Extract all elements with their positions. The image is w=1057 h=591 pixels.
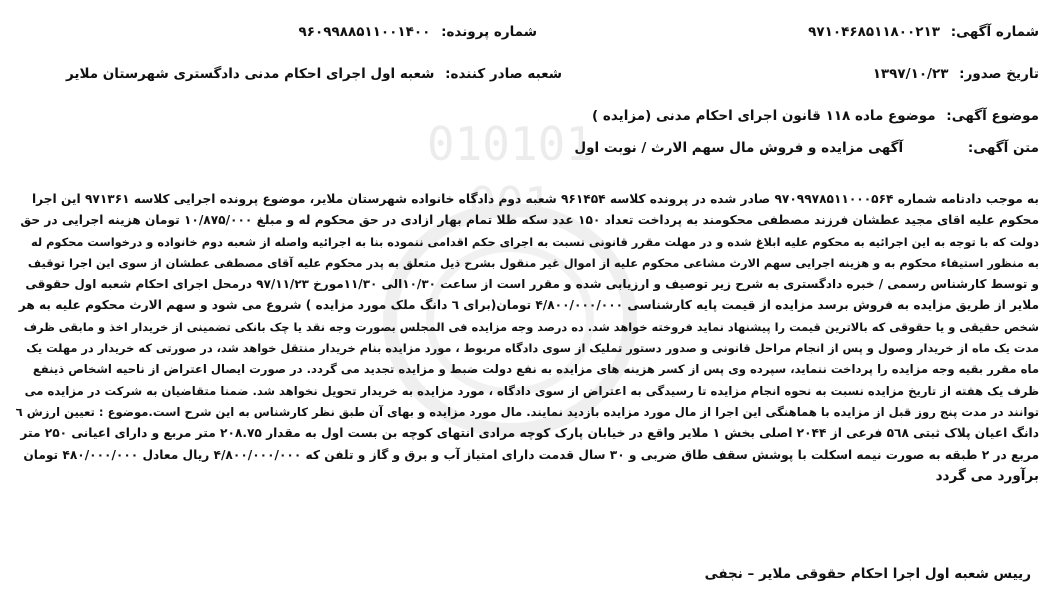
issuer-row	[18, 64, 562, 84]
subject-label: موضوع آگهی:	[946, 108, 1039, 124]
svg-text:010101: 010101	[426, 117, 594, 171]
issuer-label: شعبه صادر کننده:	[445, 66, 562, 82]
notice-number: ۹۷۱۰۴۶۸۵۱۱۸۰۰۲۱۳	[808, 24, 940, 40]
body-line: مربع در ۲ طبقه به صورت نیمه اسکلت با پوشش سقف طاق ضربی و ۳۰ سال قدمت دارای امتیاز آب و برق و گاز و تلفن که ۴/۸۰۰/۰۰۰/۰۰۰ ریال معادل ۴۸۰/۰۰۰/۰۰۰ تومان	[23, 447, 1039, 462]
body-line: به منظور استیفاء محکوم به و هزینه اجرایی سهم الارث مشاعی محکوم علیه از اموال غیر منقول بشرح ذیل متعلق به پدر محکوم علیه آقای مصطفی عطشان از سوی این اجرا توقیف	[27, 255, 1039, 270]
text-header-label: متن آگهی:	[967, 140, 1039, 156]
body-line: توانند در مدت پنج روز قبل از مزایده با هماهنگی این اجرا از مال مورد مزایده بازدید نمایند. مال مورد مزایده و بهای آن طبق نظر کارشناس به این شرح است.موضوع : تعیین ارزش ٦	[16, 404, 1039, 419]
text-header-row	[18, 138, 1039, 158]
case-number-label: شماره پرونده:	[441, 24, 537, 40]
issue-date: ۱۳۹۷/۱۰/۲۳	[872, 66, 949, 82]
body-line: محکوم علیه اقای مجید عطشان فرزند مصطفی محکومند به پرداخت تعداد ۱۵۰ عدد سکه طلا تمام بهار ازادی در حق محکوم له و مبلغ ۱۰/۸۷۵/۰۰۰ تومان هزینه اجرایی در حق	[20, 213, 1039, 228]
body-line: و توسط کارشناس رسمی / خبره دادگستری به شرح زیر توصیف و ارزیابی شده و مقرر است از ساعت ۱۰/۳۰الی ۱۱/۳۰مورخ ۹۷/۱۱/۲۳ درمحل اجرای احکام شعبه اول حقوقی	[25, 277, 1039, 292]
body-line: ملایر از طریق مزایده به فروش برسد مزایده از قیمت پایه کارشناسی ۴/۸۰۰/۰۰۰/۰۰۰ تومان(برای ٦ دانگ ملک مورد مزایده ) شروع می شود و سهم الارث محکوم علیه به هر	[18, 298, 1039, 313]
text-header-value: آگهی مزایده و فروش مال سهم الارث / نوبت اول	[574, 140, 904, 156]
signature: رییس شعبه اول اجرا احکام حقوقی ملایر – نجفی	[704, 566, 1031, 582]
subject-value: موضوع ماده ۱۱۸ قانون اجرای احکام مدنی (مزایده )	[592, 108, 936, 124]
svg-text:001: 001	[468, 177, 552, 231]
body-line: برآورد می گردد	[935, 467, 1039, 484]
body-line: ظرف یک هفته از تاریخ مزایده نسبت به نحوه انجام مزایده تا رسیدگی به اعتراض از سوی دادگاه ، مورد مزایده به خریدار تحویل نخواهد شد. ضمنا متقاضیان به شرکت در مزایده می	[24, 383, 1039, 398]
issue-date-label: تاریخ صدور:	[959, 66, 1039, 82]
notice-number-label: شماره آگهی:	[950, 24, 1039, 40]
case-number: ۹۶۰۹۹۸۸۵۱۱۰۰۱۴۰۰	[298, 24, 431, 40]
body-line: دانگ اعیان پلاک ثبتی ۵٦۸ فرعی از ۲۰۴۴ اصلی بخش ۱ ملایر واقع در خیابان پارک کوچه مرادی انتهای کوچه بن بست اول به مقدار ۲۰۸.۷۵ متر مربع و دارای اعیانی ۲۵۰ متر	[20, 426, 1039, 441]
issuer: شعبه اول اجرای احکام مدنی دادگستری شهرستان ملایر	[66, 66, 435, 82]
body-line: به موجب دادنامه شماره ۹۷۰۹۹۷۸۵۱۱۰۰۰۵۶۴ صادر شده در پرونده کلاسه ۹۶۱۴۵۴ شعبه دوم دادگاه خانواده شهرستان ملایر، موضوع پرونده اجرایی کلاسه ۹۷۱۳۶۱ این اجرا	[32, 192, 1039, 206]
case-number-row	[18, 22, 537, 42]
notice-body	[16, 189, 1039, 487]
body-line: مدت یک ماه از خریدار وصول و پس از انجام مراحل قانونی و صدور دستور تملیک از سوی دادگاه مربوط ، مورد مزایده بنام خریدار منتقل خواهد شد، در صورتی که خریدار در مهلت یک	[26, 341, 1039, 356]
body-line: شخص حقیقی و یا حقوقی که بالاترین قیمت را پیشنهاد نماید فروخته خواهد شد. ده درصد وجه مزایده فی المجلس بصورت وجه نقد یا چک بانکی تضمینی از خریدار اخذ و مابقی ظرف	[23, 319, 1039, 334]
body-line: دولت که با توجه به این اجرائیه به محکوم علیه ابلاغ شده و در مهلت مقرر قانونی نسبت به اجرای حکم اقدامی ننموده بنا به اجرائیه واصله از شعبه دوم خانواده و درخواست محکوم له	[30, 234, 1039, 249]
body-line: ماه مقرر بقیه وجه مزایده را پرداخت ننماید، سپرده وی پس از کسر هزینه های مزایده به نفع دولت ضبط و مزایده تجدید می گردد. در صورت ایصال اعتراض از ناحیه اشخاص ذینفع	[32, 362, 1039, 377]
subject-row	[18, 106, 1039, 126]
